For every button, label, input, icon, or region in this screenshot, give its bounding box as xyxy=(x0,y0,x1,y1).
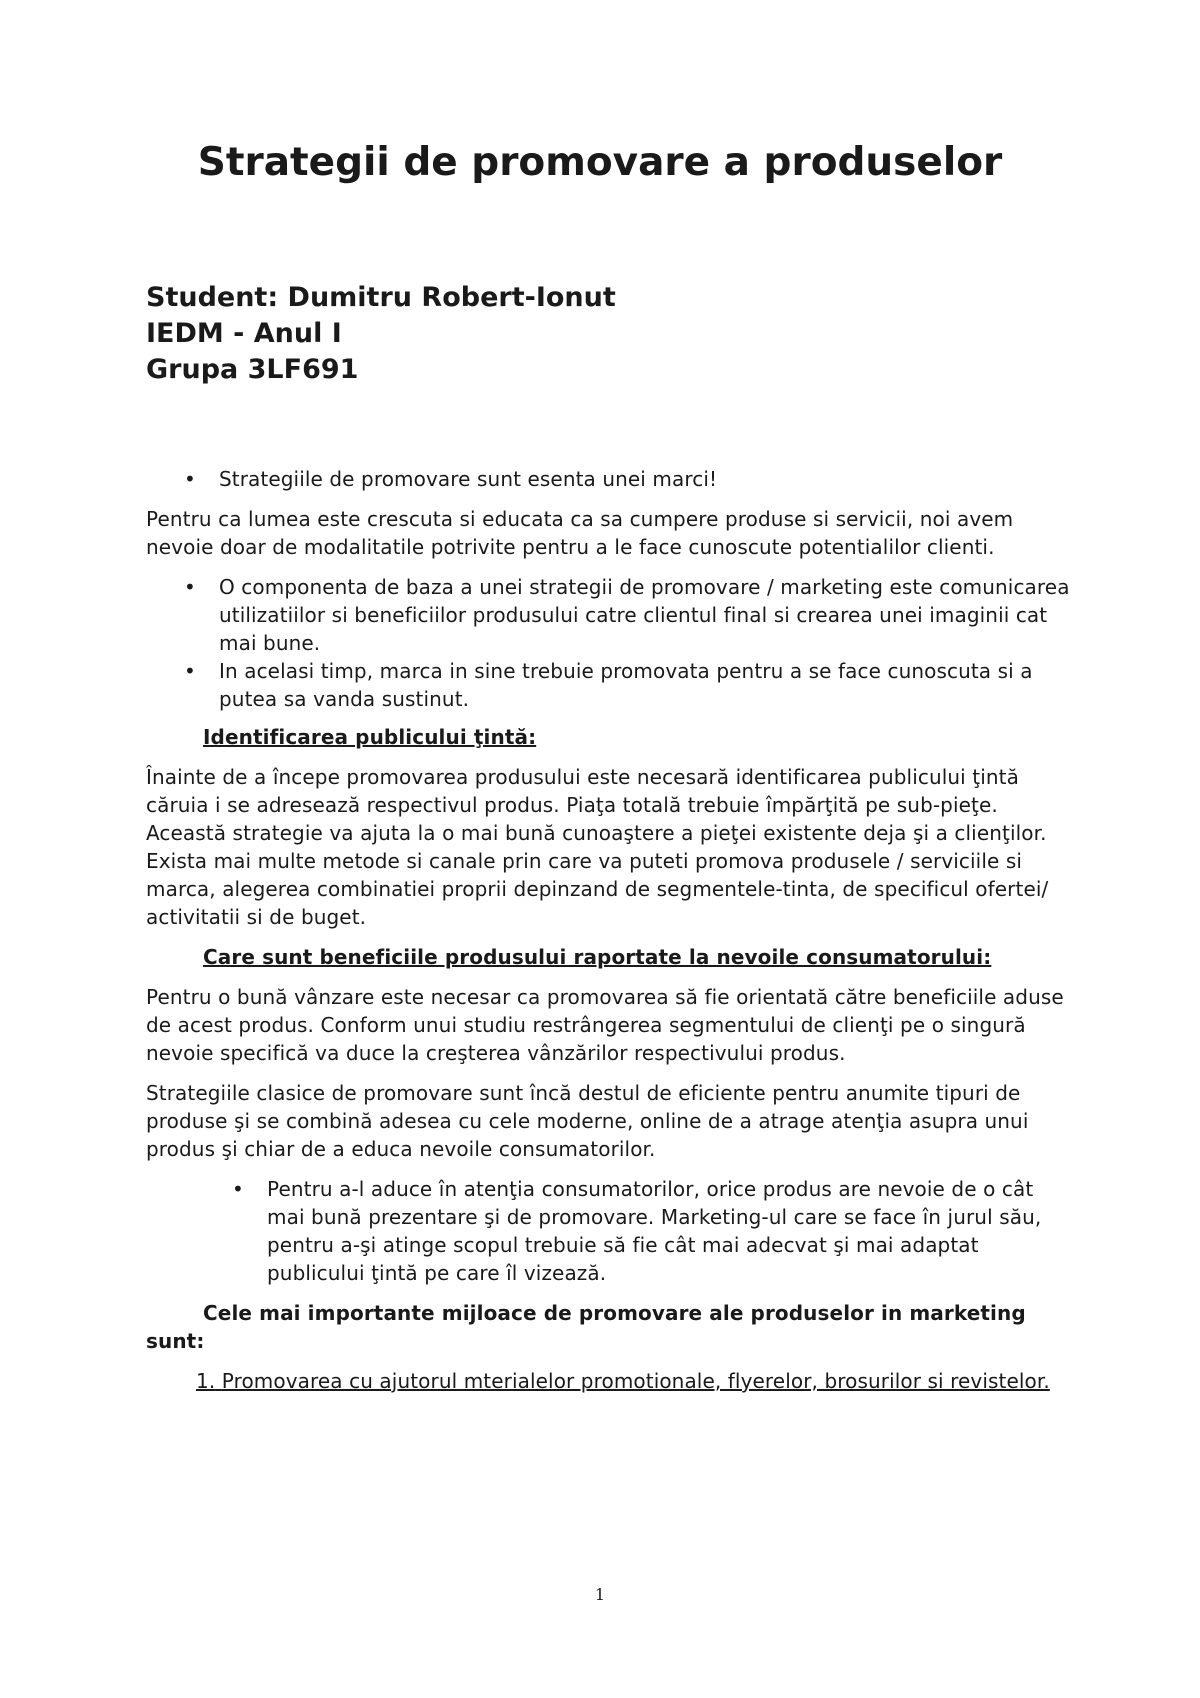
paragraph-3: Pentru o bună vânzare este necesar ca promovarea să fie orientată către beneficiile aduse de acest produs. Conform unui studiu restrângerea segmentului de clienţi pe o singură nevoie specifică va duce la creşterea vânzărilor respectivului produs. xyxy=(146,985,1064,1065)
list-item: • In acelasi timp, marca in sine trebuie promovata pentru a se face cunoscuta si a putea sa vanda sustinut. xyxy=(146,657,1070,713)
paragraph-4: Strategiile clasice de promovare sunt încă destul de eficiente pentru anumite tipuri de produse şi se combină adesea cu cele moderne, online de a atrage atenţia asupra unui produs şi chiar de a educa nevoile consumatorilor. xyxy=(146,1081,1029,1161)
numbered-item-number: 1. xyxy=(196,1369,216,1393)
list-item: • Pentru a-l aduce în atenţia consumatorilor, orice produs are nevoie de o cât mai bună prezentare şi de promovare. Marketing-ul care se face în jurul său, pentru a-şi atinge scopul trebuie să fie cât mai adecvat şi mai adaptat publicului ţintă pe care îl vizează. xyxy=(146,1175,1070,1287)
paragraph-1: Pentru ca lumea este crescuta si educata ca sa cumpere produse si servicii, noi avem nevoie doar de modalitatile potrivite pentru a le face cunoscute potentialilor clienti. xyxy=(146,507,1014,559)
heading-target-audience: Identificarea publicului ţintă: xyxy=(203,725,537,749)
document-body xyxy=(146,465,1070,1395)
document-title: Strategii de promovare a produselor xyxy=(197,140,1003,185)
bullet-list-1 xyxy=(146,465,1070,493)
student-program: IEDM - Anul I xyxy=(146,318,342,349)
bullet-list-3 xyxy=(146,1175,1070,1287)
student-name: Student: Dumitru Robert-Ionut xyxy=(146,282,616,313)
student-group: Grupa 3LF691 xyxy=(146,354,359,385)
heading-promotion-means: Cele mai importante mijloace de promovare ale produselor in marketing sunt: xyxy=(146,1301,1026,1353)
list-item: • O componenta de baza a unei strategii de promovare / marketing este comunicarea utilizatiilor si beneficiilor produsului catre clientul final si crearea unei imaginii cat mai bune. xyxy=(146,573,1070,657)
numbered-item-1 xyxy=(146,1367,1070,1395)
student-info xyxy=(146,280,616,388)
heading-product-benefits: Care sunt beneficiile produsului raportate la nevoile consumatorului: xyxy=(203,945,992,969)
list-item: • Strategiile de promovare sunt esenta unei marci! xyxy=(146,465,1070,493)
paragraph-2: Înainte de a începe promovarea produsului este necesară identificarea publicului ţintă căruia i se adresează respectivul produs. Piaţa totală trebuie împărţită pe sub-pieţe. Această strategie va ajuta la o mai bună cunoaştere a pieţei existente deja şi a clienţilor. Exista mai multe metode si canale prin care va puteti promova produsele / serviciile si marca, alegerea combinatiei proprii depinzand de segmentele-tinta, de specificul ofertei/ activitatii si de buget. xyxy=(146,765,1049,929)
numbered-item-text: Promovarea cu ajutorul mterialelor promotionale, flyerelor, brosurilor si revistelor. xyxy=(221,1369,1050,1393)
page-number: 1 xyxy=(594,1585,606,1604)
bullet-list-2 xyxy=(146,573,1070,713)
